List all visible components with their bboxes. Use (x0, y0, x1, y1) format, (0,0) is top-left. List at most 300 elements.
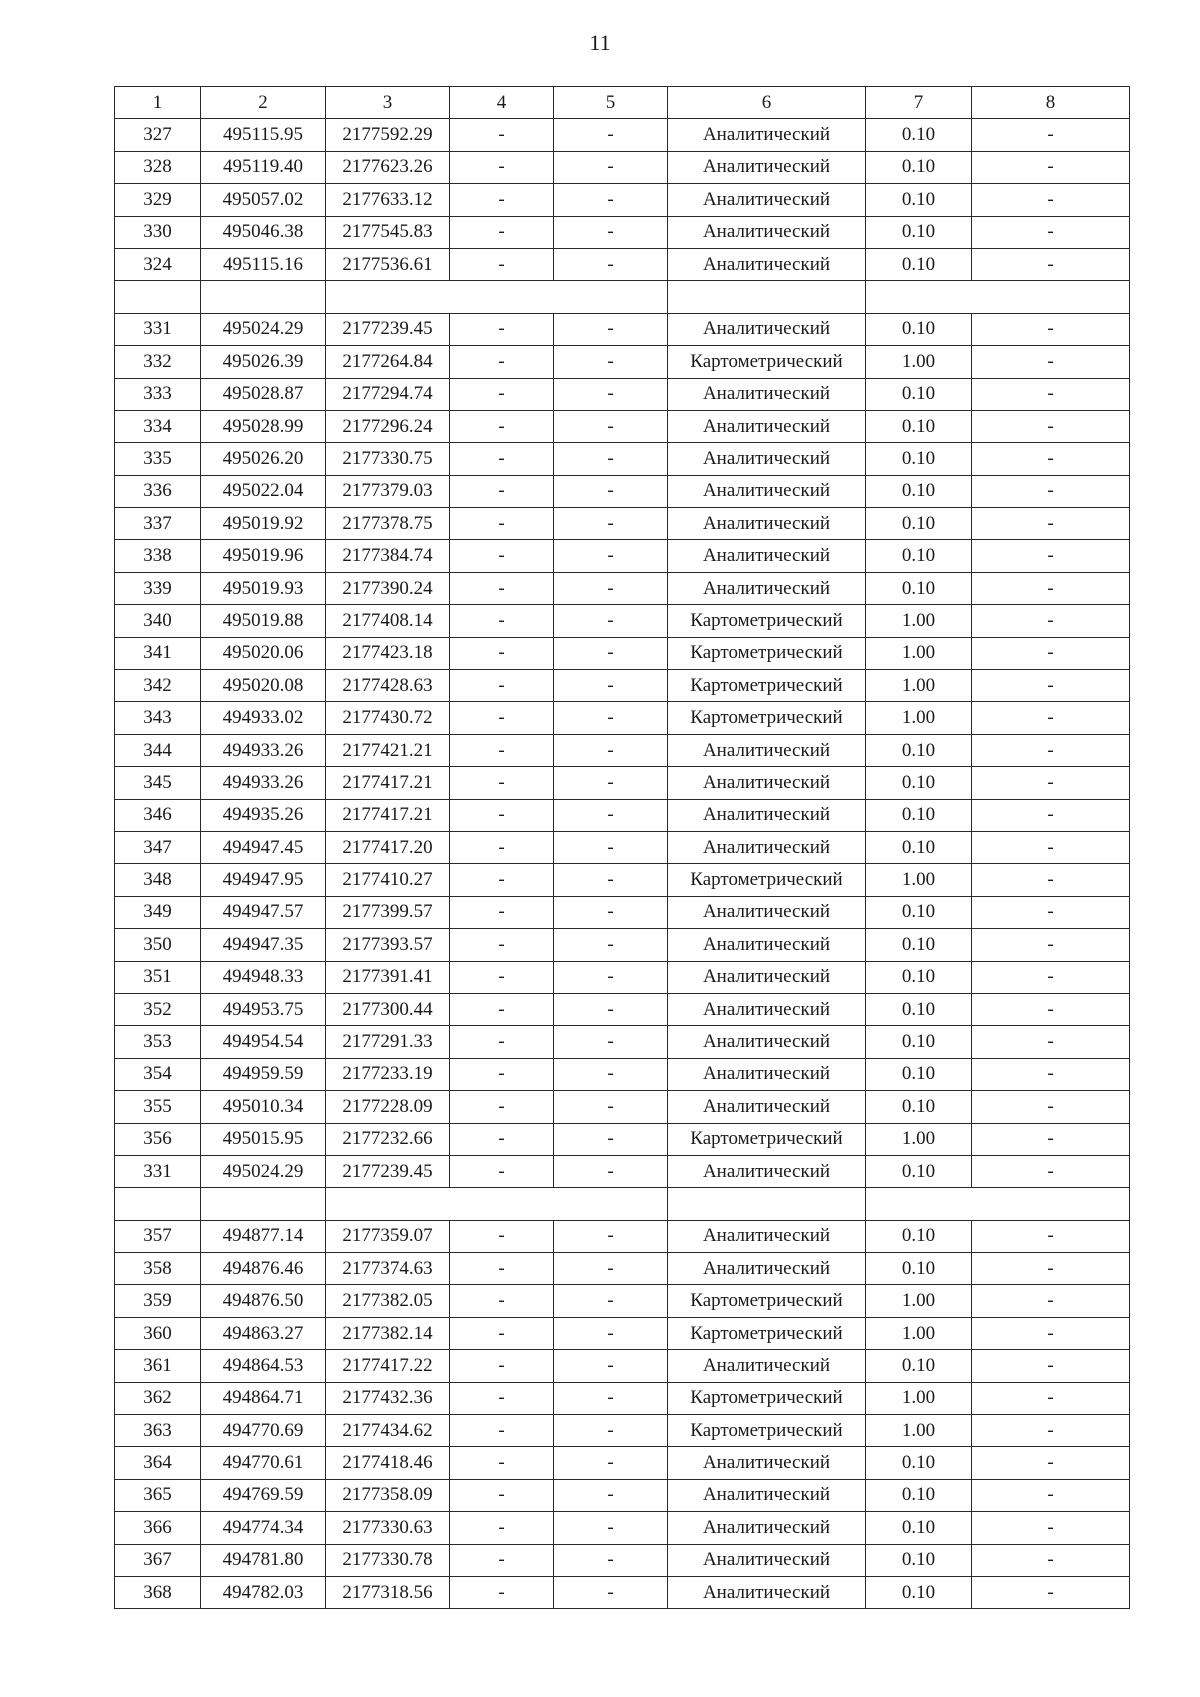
table-row (115, 1123, 1130, 1155)
table-cell: - (554, 540, 668, 572)
table-cell: 0.10 (866, 929, 972, 961)
table-cell: - (972, 346, 1130, 378)
table-cell: - (450, 734, 554, 766)
table-cell: - (972, 475, 1130, 507)
table-cell: 2177623.26 (326, 151, 450, 183)
table-cell: Картометрический (668, 1415, 866, 1447)
table-cell: Аналитический (668, 1253, 866, 1285)
table-cell: 494959.59 (201, 1058, 326, 1090)
table-cell: - (972, 1382, 1130, 1414)
table-cell: 332 (115, 346, 201, 378)
table-cell: - (554, 1576, 668, 1608)
table-cell: 2177318.56 (326, 1576, 450, 1608)
table-row (115, 605, 1130, 637)
table-cell: 0.10 (866, 1220, 972, 1252)
table-cell: - (554, 767, 668, 799)
table-cell: 2177430.72 (326, 702, 450, 734)
table-cell: - (450, 119, 554, 151)
table-cell: 1.00 (866, 1317, 972, 1349)
table-row (115, 1512, 1130, 1544)
table-cell: 2177382.05 (326, 1285, 450, 1317)
table-cell: 335 (115, 443, 201, 475)
table-cell: 366 (115, 1512, 201, 1544)
table-cell: - (554, 670, 668, 702)
table-cell: 494947.95 (201, 864, 326, 896)
table-cell: - (554, 119, 668, 151)
table-cell: - (972, 1155, 1130, 1187)
table-cell: - (972, 1123, 1130, 1155)
table-row (115, 1058, 1130, 1090)
header-cell: 1 (115, 87, 201, 119)
table-cell: 0.10 (866, 1253, 972, 1285)
table-cell: Аналитический (668, 896, 866, 928)
header-cell: 6 (668, 87, 866, 119)
table-cell: - (972, 605, 1130, 637)
table-cell: - (554, 1220, 668, 1252)
empty-cell (201, 1188, 326, 1220)
table-row (115, 1253, 1130, 1285)
table-cell: Аналитический (668, 1512, 866, 1544)
table-cell: - (450, 378, 554, 410)
table-cell: 0.10 (866, 313, 972, 345)
table-cell: 2177592.29 (326, 119, 450, 151)
table-row (115, 637, 1130, 669)
table-cell: 344 (115, 734, 201, 766)
table-cell: - (450, 767, 554, 799)
table-cell: 494947.57 (201, 896, 326, 928)
table-cell: - (554, 1544, 668, 1576)
table-cell: Аналитический (668, 1544, 866, 1576)
table-cell: 2177633.12 (326, 184, 450, 216)
table-cell: - (450, 896, 554, 928)
table-cell: - (450, 1155, 554, 1187)
header-cell: 2 (201, 87, 326, 119)
header-cell: 8 (972, 87, 1130, 119)
table-cell: - (972, 119, 1130, 151)
table-cell: 348 (115, 864, 201, 896)
table-cell: 494947.45 (201, 831, 326, 863)
table-cell: Картометрический (668, 1285, 866, 1317)
table-cell: 494770.61 (201, 1447, 326, 1479)
empty-cell (668, 1188, 866, 1220)
table-cell: 0.10 (866, 1512, 972, 1544)
table-cell: - (554, 961, 668, 993)
table-cell: - (554, 1285, 668, 1317)
table-cell: 364 (115, 1447, 201, 1479)
table-row (115, 508, 1130, 540)
table-cell: - (450, 1382, 554, 1414)
table-cell: - (450, 1544, 554, 1576)
table-cell: - (450, 216, 554, 248)
table-cell: - (554, 831, 668, 863)
header-cell: 3 (326, 87, 450, 119)
table-cell: - (972, 1415, 1130, 1447)
table-cell: 0.10 (866, 119, 972, 151)
table-row (115, 1317, 1130, 1349)
table-cell: - (450, 184, 554, 216)
table-cell: 0.10 (866, 1350, 972, 1382)
table-cell: 1.00 (866, 346, 972, 378)
table-cell: - (450, 508, 554, 540)
table-cell: - (554, 1091, 668, 1123)
table-row (115, 864, 1130, 896)
table-cell: 356 (115, 1123, 201, 1155)
table-cell: 353 (115, 1026, 201, 1058)
table-cell: 2177423.18 (326, 637, 450, 669)
table-cell: 355 (115, 1091, 201, 1123)
table-cell: Аналитический (668, 929, 866, 961)
table-row (115, 540, 1130, 572)
table-cell: 0.10 (866, 475, 972, 507)
table-cell: - (972, 151, 1130, 183)
table-row (115, 993, 1130, 1025)
table-cell: 494876.50 (201, 1285, 326, 1317)
table-separator-row (115, 281, 1130, 313)
table-cell: 495028.87 (201, 378, 326, 410)
table-row (115, 1220, 1130, 1252)
table-row (115, 443, 1130, 475)
empty-cell (326, 281, 668, 313)
table-cell: - (450, 799, 554, 831)
table-cell: Аналитический (668, 1026, 866, 1058)
table-row (115, 410, 1130, 442)
table-cell: 329 (115, 184, 201, 216)
table-cell: 494954.54 (201, 1026, 326, 1058)
table-cell: - (450, 475, 554, 507)
table-cell: 347 (115, 831, 201, 863)
table-row (115, 1544, 1130, 1576)
table-cell: - (554, 896, 668, 928)
table-cell: 0.10 (866, 993, 972, 1025)
table-cell: 0.10 (866, 248, 972, 280)
table-row (115, 216, 1130, 248)
table-cell: 1.00 (866, 1285, 972, 1317)
table-cell: Аналитический (668, 443, 866, 475)
table-row (115, 670, 1130, 702)
table-cell: - (972, 1317, 1130, 1349)
table-row (115, 1447, 1130, 1479)
table-cell: - (972, 1576, 1130, 1608)
table-cell: 360 (115, 1317, 201, 1349)
table-cell: - (450, 1253, 554, 1285)
table-cell: - (450, 313, 554, 345)
table-cell: - (554, 151, 668, 183)
table-cell: 0.10 (866, 410, 972, 442)
table-cell: Аналитический (668, 1091, 866, 1123)
table-cell: - (554, 1317, 668, 1349)
table-cell: 0.10 (866, 1091, 972, 1123)
table-cell: - (554, 572, 668, 604)
table-row (115, 961, 1130, 993)
header-cell: 4 (450, 87, 554, 119)
table-cell: - (972, 184, 1130, 216)
table-cell: - (554, 929, 668, 961)
table-cell: 342 (115, 670, 201, 702)
table-cell: 494933.26 (201, 734, 326, 766)
table-cell: - (972, 1026, 1130, 1058)
table-cell: 0.10 (866, 540, 972, 572)
table-cell: - (972, 637, 1130, 669)
table-cell: 362 (115, 1382, 201, 1414)
table-cell: - (554, 864, 668, 896)
table-cell: Аналитический (668, 410, 866, 442)
table-cell: - (972, 799, 1130, 831)
table-cell: Аналитический (668, 540, 866, 572)
table-cell: 2177428.63 (326, 670, 450, 702)
table-cell: Картометрический (668, 605, 866, 637)
table-cell: Аналитический (668, 378, 866, 410)
empty-cell (866, 281, 1130, 313)
table-cell: 359 (115, 1285, 201, 1317)
table-cell: - (972, 1220, 1130, 1252)
table-cell: - (450, 1091, 554, 1123)
table-cell: 349 (115, 896, 201, 928)
table-cell: Аналитический (668, 767, 866, 799)
table-row (115, 1350, 1130, 1382)
table-cell: - (554, 346, 668, 378)
table-cell: 330 (115, 216, 201, 248)
table-cell: 331 (115, 313, 201, 345)
table-cell: 0.10 (866, 1058, 972, 1090)
table-cell: 2177434.62 (326, 1415, 450, 1447)
table-cell: 494877.14 (201, 1220, 326, 1252)
table-row (115, 475, 1130, 507)
table-cell: 367 (115, 1544, 201, 1576)
table-header-row (115, 87, 1130, 119)
table-row (115, 1026, 1130, 1058)
table-cell: - (972, 1091, 1130, 1123)
table-cell: - (972, 508, 1130, 540)
table-cell: 327 (115, 119, 201, 151)
table-cell: - (554, 443, 668, 475)
table-cell: - (450, 410, 554, 442)
table-cell: - (554, 184, 668, 216)
table-cell: 494770.69 (201, 1415, 326, 1447)
table-cell: 494864.71 (201, 1382, 326, 1414)
table-cell: - (450, 670, 554, 702)
table-cell: 0.10 (866, 443, 972, 475)
table-cell: - (972, 248, 1130, 280)
table-cell: - (972, 1544, 1130, 1576)
table-cell: 495020.06 (201, 637, 326, 669)
table-cell: 351 (115, 961, 201, 993)
table-row (115, 1576, 1130, 1608)
table-cell: - (450, 572, 554, 604)
table-row (115, 151, 1130, 183)
table-cell: 0.10 (866, 1576, 972, 1608)
table-cell: 2177233.19 (326, 1058, 450, 1090)
table-cell: 495010.34 (201, 1091, 326, 1123)
table-cell: 0.10 (866, 184, 972, 216)
table-cell: - (554, 216, 668, 248)
table-cell: 0.10 (866, 896, 972, 928)
table-cell: - (554, 410, 668, 442)
table-row (115, 119, 1130, 151)
table-cell: - (554, 1253, 668, 1285)
table-row (115, 799, 1130, 831)
table-cell: - (972, 572, 1130, 604)
table-cell: 345 (115, 767, 201, 799)
table-cell: 494774.34 (201, 1512, 326, 1544)
table-cell: 337 (115, 508, 201, 540)
table-cell: - (972, 540, 1130, 572)
table-cell: - (450, 831, 554, 863)
table-cell: 361 (115, 1350, 201, 1382)
table-cell: - (554, 248, 668, 280)
coordinates-table (114, 86, 1130, 1609)
table-cell: - (972, 1479, 1130, 1511)
table-cell: 350 (115, 929, 201, 961)
table-row (115, 734, 1130, 766)
header-cell: 5 (554, 87, 668, 119)
table-cell: 2177410.27 (326, 864, 450, 896)
table-row (115, 1155, 1130, 1187)
table-row (115, 1285, 1130, 1317)
table-cell: 328 (115, 151, 201, 183)
table-cell: - (450, 637, 554, 669)
table-cell: Аналитический (668, 831, 866, 863)
table-cell: Аналитический (668, 216, 866, 248)
header-cell: 7 (866, 87, 972, 119)
table-row (115, 831, 1130, 863)
table-cell: 2177384.74 (326, 540, 450, 572)
table-cell: 2177432.36 (326, 1382, 450, 1414)
table-cell: 495019.93 (201, 572, 326, 604)
table-cell: 2177296.24 (326, 410, 450, 442)
table-cell: Аналитический (668, 151, 866, 183)
table-cell: 2177228.09 (326, 1091, 450, 1123)
table-cell: 2177417.21 (326, 767, 450, 799)
table-cell: - (450, 346, 554, 378)
table-cell: - (450, 1350, 554, 1382)
empty-cell (866, 1188, 1130, 1220)
table-cell: - (450, 993, 554, 1025)
table-cell: 2177421.21 (326, 734, 450, 766)
table-cell: 0.10 (866, 216, 972, 248)
table-cell: 494947.35 (201, 929, 326, 961)
table-cell: - (972, 410, 1130, 442)
table-cell: 2177379.03 (326, 475, 450, 507)
table-cell: - (554, 1415, 668, 1447)
table-cell: 338 (115, 540, 201, 572)
table-cell: 1.00 (866, 1415, 972, 1447)
table-cell: - (554, 605, 668, 637)
table-cell: - (972, 313, 1130, 345)
table-cell: 2177418.46 (326, 1447, 450, 1479)
table-cell: 334 (115, 410, 201, 442)
table-cell: - (972, 670, 1130, 702)
table-cell: Аналитический (668, 1155, 866, 1187)
table-cell: - (554, 1058, 668, 1090)
table-cell: Картометрический (668, 1382, 866, 1414)
table-cell: - (972, 1058, 1130, 1090)
table-cell: - (554, 1479, 668, 1511)
table-cell: 331 (115, 1155, 201, 1187)
table-cell: 368 (115, 1576, 201, 1608)
table-cell: Аналитический (668, 1576, 866, 1608)
table-cell: - (450, 443, 554, 475)
table-cell: - (554, 799, 668, 831)
table-separator-row (115, 1188, 1130, 1220)
table-cell: 495024.29 (201, 1155, 326, 1187)
table-cell: - (554, 1123, 668, 1155)
table-cell: 495020.08 (201, 670, 326, 702)
table-cell: 495019.96 (201, 540, 326, 572)
table-cell: Аналитический (668, 508, 866, 540)
table-cell: 2177374.63 (326, 1253, 450, 1285)
table-cell: - (972, 961, 1130, 993)
table-cell: Аналитический (668, 799, 866, 831)
table-cell: 333 (115, 378, 201, 410)
table-row (115, 1382, 1130, 1414)
table-cell: 2177330.78 (326, 1544, 450, 1576)
table-cell: 495057.02 (201, 184, 326, 216)
table-cell: 354 (115, 1058, 201, 1090)
table-cell: 2177390.24 (326, 572, 450, 604)
table-cell: 2177378.75 (326, 508, 450, 540)
table-cell: - (450, 540, 554, 572)
table-cell: - (450, 702, 554, 734)
table-cell: 0.10 (866, 508, 972, 540)
table-cell: 2177239.45 (326, 313, 450, 345)
table-cell: 495026.39 (201, 346, 326, 378)
table-cell: 494948.33 (201, 961, 326, 993)
table-cell: 1.00 (866, 702, 972, 734)
table-cell: Аналитический (668, 1058, 866, 1090)
table-cell: 357 (115, 1220, 201, 1252)
table-cell: 0.10 (866, 572, 972, 604)
table-cell: 2177239.45 (326, 1155, 450, 1187)
table-cell: - (554, 702, 668, 734)
table-cell: 2177330.63 (326, 1512, 450, 1544)
table-cell: 2177408.14 (326, 605, 450, 637)
table-cell: 2177294.74 (326, 378, 450, 410)
table-cell: 0.10 (866, 1155, 972, 1187)
table-cell: - (554, 1155, 668, 1187)
table-cell: - (554, 1382, 668, 1414)
table-cell: 1.00 (866, 670, 972, 702)
table-cell: 2177232.66 (326, 1123, 450, 1155)
table-row (115, 929, 1130, 961)
table-cell: 0.10 (866, 1026, 972, 1058)
table-cell: 0.10 (866, 1544, 972, 1576)
table-cell: Аналитический (668, 1350, 866, 1382)
table-cell: 2177330.75 (326, 443, 450, 475)
table-cell: 0.10 (866, 1447, 972, 1479)
table-cell: 0.10 (866, 961, 972, 993)
empty-cell (668, 281, 866, 313)
table-cell: 352 (115, 993, 201, 1025)
table-cell: - (450, 961, 554, 993)
table-cell: 495115.95 (201, 119, 326, 151)
table-cell: Картометрический (668, 864, 866, 896)
table-cell: 495015.95 (201, 1123, 326, 1155)
table-cell: - (554, 1026, 668, 1058)
table-cell: - (554, 378, 668, 410)
table-row (115, 346, 1130, 378)
table-cell: 495028.99 (201, 410, 326, 442)
table-row (115, 1479, 1130, 1511)
table-cell: - (450, 1123, 554, 1155)
table-cell: 2177264.84 (326, 346, 450, 378)
table-cell: 1.00 (866, 605, 972, 637)
table-cell: 2177417.21 (326, 799, 450, 831)
table-cell: 0.10 (866, 151, 972, 183)
table-row (115, 572, 1130, 604)
table-row (115, 313, 1130, 345)
table-cell: 494769.59 (201, 1479, 326, 1511)
table-cell: - (450, 1058, 554, 1090)
